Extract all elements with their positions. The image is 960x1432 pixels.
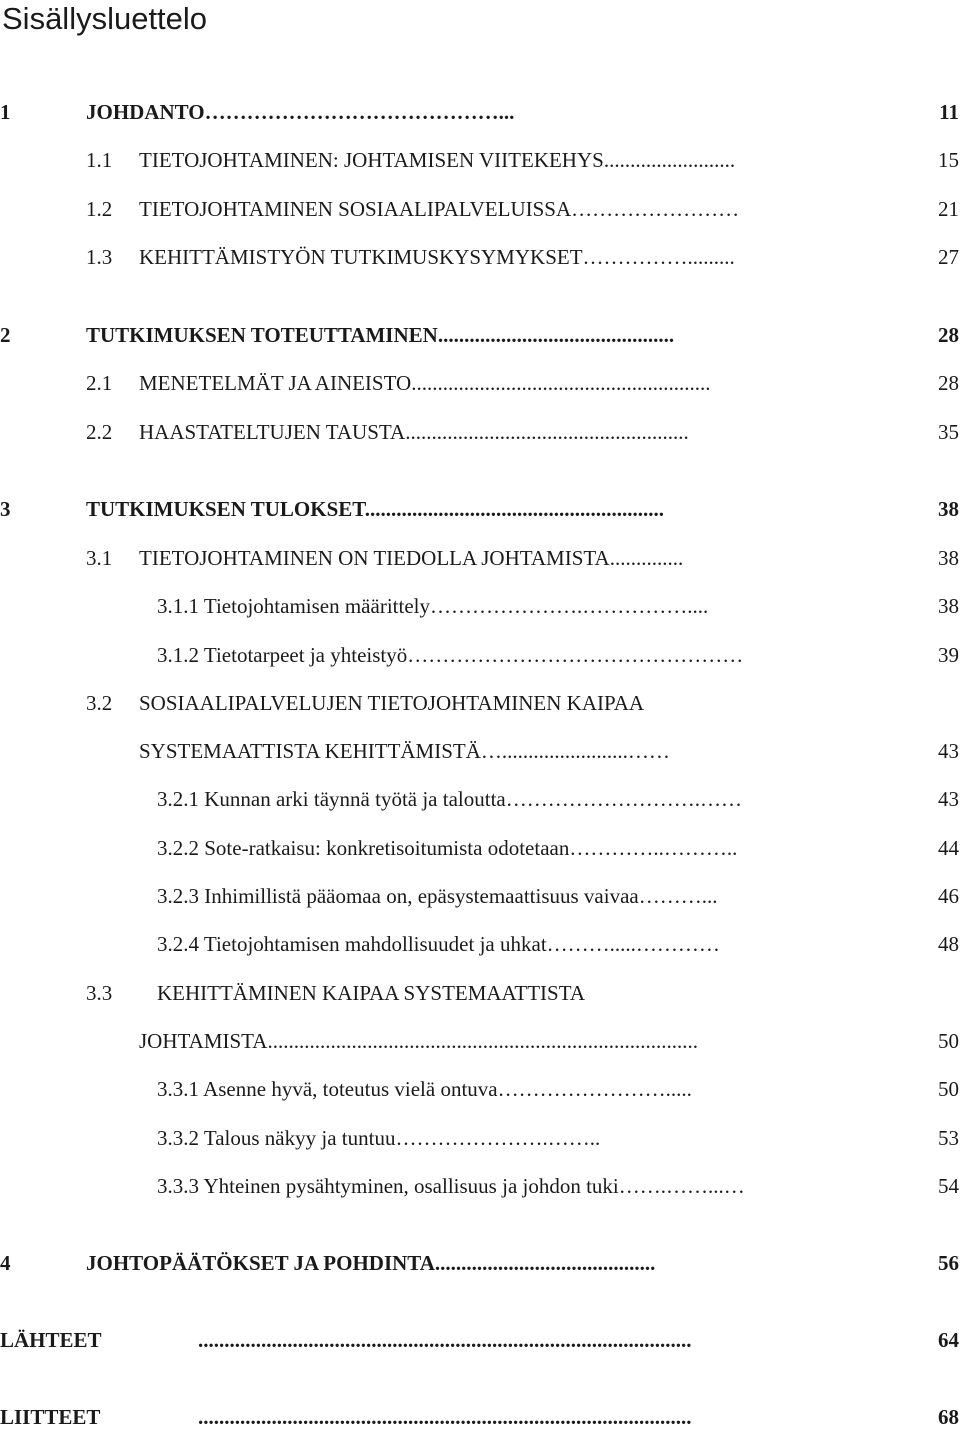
toc-entry[interactable] (0, 688, 960, 718)
toc-number: 3.2 (86, 691, 113, 715)
toc-label: .............................................................................................. (198, 1328, 692, 1352)
toc-entry[interactable] (0, 929, 960, 959)
toc-number: 2.1 (86, 371, 113, 395)
toc-page: 28 (938, 371, 959, 395)
toc-label: 3.3.2 Talous näkyy ja tuntuu………………….…….. (157, 1126, 601, 1150)
toc-page: 43 (938, 787, 959, 811)
toc-page: 56 (938, 1251, 959, 1275)
toc-page: 38 (938, 546, 959, 570)
toc-page: 50 (938, 1029, 959, 1053)
toc-entry[interactable] (0, 1248, 960, 1278)
toc-entry[interactable] (0, 145, 960, 175)
toc-label: JOHTAMISTA.................................................................................. (139, 1029, 698, 1053)
toc-page: 54 (938, 1174, 959, 1198)
toc-number: 1.2 (86, 197, 113, 221)
toc-label: 3.3.1 Asenne hyvä, toteutus vielä ontuva……………………..... (157, 1077, 692, 1101)
toc-label: 3.2.3 Inhimillistä pääomaa on, epäsystemaattisuus vaivaa………... (157, 884, 718, 908)
toc-label: JOHTOPÄÄTÖKSET JA POHDINTA.......................................... (86, 1251, 656, 1275)
toc-entry[interactable] (0, 417, 960, 447)
toc-page: 53 (938, 1126, 959, 1150)
toc-label: KEHITTÄMINEN KAIPAA SYSTEMAATTISTA (157, 981, 586, 1005)
toc-number: LÄHTEET (0, 1328, 102, 1352)
toc-number: LIITTEET (0, 1405, 101, 1429)
toc-entry[interactable] (0, 640, 960, 670)
toc-entry[interactable] (0, 368, 960, 398)
toc-label: 3.2.1 Kunnan arki täynnä työtä ja taloutta……………………….…… (157, 787, 742, 811)
toc-number: 1.1 (86, 148, 113, 172)
toc-entry[interactable] (0, 1171, 960, 1201)
toc-page: 11 (939, 100, 959, 124)
toc-number: 2.2 (86, 420, 113, 444)
toc-entry[interactable] (0, 591, 960, 621)
toc-label: TIETOJOHTAMINEN ON TIEDOLLA JOHTAMISTA.............. (139, 546, 684, 570)
toc-entry[interactable] (0, 1402, 960, 1432)
toc-label: TUTKIMUKSEN TULOKSET......................................................... (86, 497, 664, 521)
toc-entry[interactable] (0, 1123, 960, 1153)
toc-label: MENETELMÄT JA AINEISTO......................................................... (139, 371, 711, 395)
toc-page: 28 (938, 323, 959, 347)
toc-label: 3.1.1 Tietojohtamisen määrittely………………….…………….... (157, 594, 709, 618)
toc-number: 4 (0, 1251, 11, 1275)
toc-label: 3.1.2 Tietotarpeet ja yhteistyö………………………………………… (157, 643, 744, 667)
toc-page: 48 (938, 932, 959, 956)
toc-entry[interactable] (0, 833, 960, 863)
toc-entry[interactable] (0, 242, 960, 272)
toc-page: 38 (938, 594, 959, 618)
toc-label: KEHITTÄMISTYÖN TUTKIMUSKYSYMYKSET……………......... (139, 245, 735, 269)
toc-page: 39 (938, 643, 959, 667)
toc-label: SYSTEMAATTISTA KEHITTÄMISTÄ…........................…… (139, 739, 670, 763)
toc-entry[interactable] (0, 194, 960, 224)
toc-number: 3.1 (86, 546, 113, 570)
toc-label: 3.3.3 Yhteinen pysähtyminen, osallisuus ja johdon tuki…….……...… (157, 1174, 745, 1198)
toc-number: 3.3 (86, 981, 113, 1005)
toc-page: 35 (938, 420, 959, 444)
toc-number: 1 (0, 100, 11, 124)
toc-label: .............................................................................................. (198, 1405, 692, 1429)
toc-entry[interactable] (0, 97, 960, 127)
toc-entry[interactable] (0, 978, 960, 1008)
toc-number: 1.3 (86, 245, 113, 269)
page-title: Sisällysluettelo (2, 1, 208, 36)
toc-number: 3 (0, 497, 11, 521)
toc-entry[interactable] (0, 1074, 960, 1104)
toc-page: 44 (938, 836, 959, 860)
toc-page: 27 (938, 245, 959, 269)
toc-page: 43 (938, 739, 959, 763)
toc-page: 50 (938, 1077, 959, 1101)
toc-entry[interactable] (0, 494, 960, 524)
toc-page: 64 (938, 1328, 959, 1352)
toc-label: JOHDANTO……………………………………... (86, 100, 515, 124)
toc-number: 2 (0, 323, 11, 347)
toc-label: SOSIAALIPALVELUJEN TIETOJOHTAMINEN KAIPAA (139, 691, 645, 715)
toc-page: 68 (938, 1405, 959, 1429)
toc-label: 3.2.4 Tietojohtamisen mahdollisuudet ja uhkat……….....………… (157, 932, 720, 956)
toc-label: TUTKIMUKSEN TOTEUTTAMINEN............................................. (86, 323, 675, 347)
toc-label: HAASTATELTUJEN TAUSTA...................................................... (139, 420, 689, 444)
toc-entry[interactable] (0, 320, 960, 350)
toc-entry[interactable] (0, 784, 960, 814)
toc-label: 3.2.2 Sote-ratkaisu: konkretisoitumista odotetaan…………..……….. (157, 836, 738, 860)
toc-page: 21 (938, 197, 959, 221)
toc-entry[interactable] (0, 881, 960, 911)
toc-entry[interactable] (0, 1026, 960, 1056)
toc-entry[interactable] (0, 543, 960, 573)
toc-label: TIETOJOHTAMINEN: JOHTAMISEN VIITEKEHYS......................... (139, 148, 736, 172)
toc-page: 38 (938, 497, 959, 521)
toc-entry[interactable] (0, 1325, 960, 1355)
toc-page: 15 (938, 148, 959, 172)
toc-page: 46 (938, 884, 959, 908)
toc-entry[interactable] (0, 736, 960, 766)
toc-label: TIETOJOHTAMINEN SOSIAALIPALVELUISSA…………………… (139, 197, 740, 221)
